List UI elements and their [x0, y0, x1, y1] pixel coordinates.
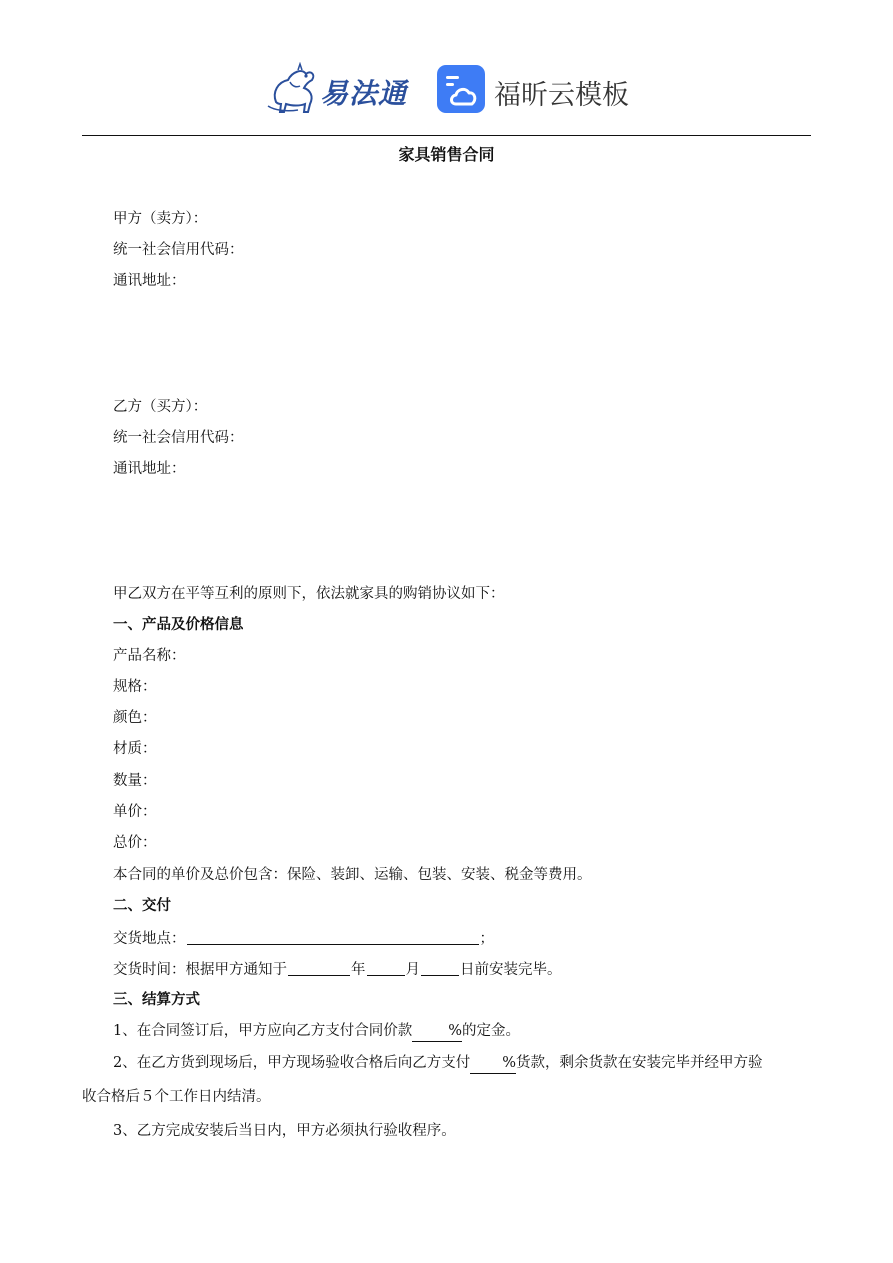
party-b-name-label: 乙方（买方）： — [113, 399, 208, 415]
section-2-heading: 二、交付 — [113, 898, 171, 914]
payment-item-1-prefix: 1、在合同签订后，甲方应向乙方支付合同价款 — [113, 1023, 413, 1039]
delivery-month-label: 月 — [405, 962, 420, 978]
deposit-percent-sign: % — [448, 1023, 463, 1039]
delivery-month-blank[interactable] — [367, 960, 405, 976]
yifatong-logo-text: 易法通 — [320, 77, 408, 110]
qilin-mascot-icon — [262, 62, 322, 118]
foxit-template-logo — [436, 64, 636, 116]
payment-item-3: 3、乙方完成安装后当日内，甲方必须执行验收程序。 — [113, 1123, 456, 1139]
total-price-label: 总价： — [113, 835, 157, 851]
party-b-credit-code-label: 统一社会信用代码： — [113, 430, 244, 446]
color-label: 颜色： — [113, 710, 157, 726]
delivery-time-suffix: 日前安装完毕。 — [460, 962, 562, 978]
progress-payment-percent-blank[interactable] — [470, 1053, 516, 1074]
party-a-credit-code-label: 统一社会信用代码： — [113, 242, 244, 258]
delivery-year-blank[interactable] — [288, 960, 350, 976]
price-inclusion-note: 本合同的单价及总价包含：保险、装卸、运输、包装、安装、税金等费用。 — [113, 867, 592, 883]
document-title: 家具销售合同 — [398, 145, 495, 164]
delivery-year-label: 年 — [351, 962, 366, 978]
foxit-template-logo-text: 福昕云模板 — [494, 80, 629, 111]
payment-item-2-suffix: 货款，剩余货款在安装完毕并经甲方验 — [516, 1055, 763, 1071]
party-b-address-label: 通讯地址： — [113, 461, 186, 477]
quantity-label: 数量： — [113, 773, 157, 789]
material-label: 材质： — [113, 741, 157, 757]
intro-paragraph: 甲乙双方在平等互利的原则下，依法就家具的购销协议如下： — [113, 586, 505, 602]
delivery-place-end: ； — [479, 931, 494, 947]
payment-item-2 — [113, 1053, 763, 1074]
unit-price-label: 单价： — [113, 804, 157, 820]
section-1-heading: 一、产品及价格信息 — [113, 617, 244, 633]
delivery-day-blank[interactable] — [421, 960, 459, 976]
cloud-document-icon — [436, 64, 486, 114]
progress-payment-percent-sign: % — [502, 1055, 517, 1071]
delivery-place-label: 交货地点： — [113, 931, 186, 947]
payment-item-2-prefix: 2、在乙方货到现场后，甲方现场验收合格后向乙方支付 — [113, 1055, 471, 1071]
product-name-label: 产品名称： — [113, 648, 186, 664]
payment-item-2-continuation: 收合格后５个工作日内结清。 — [82, 1089, 271, 1105]
payment-item-1-suffix: 的定金。 — [462, 1023, 521, 1039]
party-a-name-label: 甲方（卖方）： — [113, 211, 208, 227]
delivery-place-line — [113, 927, 494, 949]
section-3-heading: 三、结算方式 — [113, 992, 200, 1008]
deposit-percent-blank[interactable] — [412, 1021, 462, 1042]
payment-item-1 — [113, 1021, 520, 1042]
delivery-time-line — [113, 958, 562, 980]
delivery-place-blank[interactable] — [187, 929, 479, 945]
header-divider — [82, 135, 811, 136]
header-logos — [0, 60, 893, 122]
spec-label: 规格： — [113, 679, 157, 695]
party-a-address-label: 通讯地址： — [113, 273, 186, 289]
yifatong-logo — [262, 62, 412, 118]
delivery-time-prefix: 交货时间：根据甲方通知于 — [113, 962, 287, 978]
